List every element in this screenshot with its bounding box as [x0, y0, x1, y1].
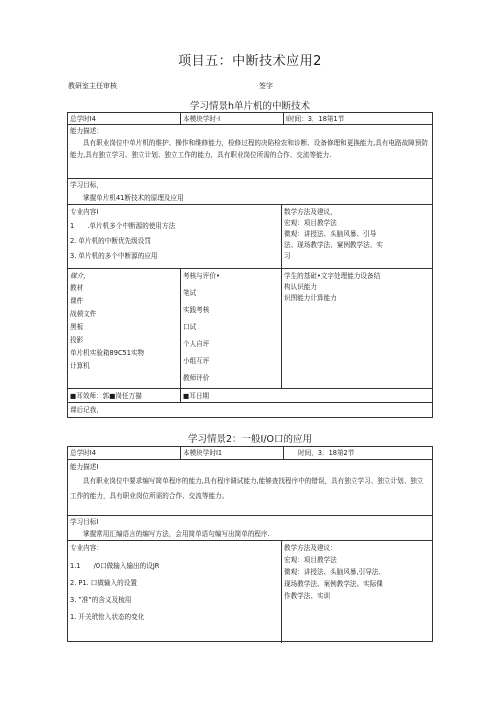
sign-label: 签字: [259, 82, 273, 90]
s1-media-item: 黑板: [70, 323, 84, 331]
s1-method-label: 数学方法及建议，: [284, 208, 337, 216]
section2-table: [67, 446, 433, 642]
s1-media-item: 计算机: [70, 362, 90, 370]
s1-media-item: 单片机实验箱89C51实物: [70, 349, 145, 357]
s2-ability-text: 具有职业岗位中要求编写简单程序的能力,具有程序调试能力,能够查找程序中的错误，具有独立学习、独立计划、独立工作的能力，具有职业岗位所需的合作、交流等能力。: [70, 477, 424, 500]
s2-ability-row: [68, 460, 432, 516]
s1-assess-item: 教师评价: [183, 374, 210, 382]
s1-notes: 课后记我，: [70, 406, 103, 414]
s1-teacher-row: [68, 389, 432, 403]
s1-content-item: 2. 单片机的中断优先级设罚: [70, 237, 151, 245]
s1-goal-row: [68, 179, 432, 205]
s1-method-line: 法、现场教学法、窠例教学法、实: [284, 241, 383, 249]
s2-content-item: 1.1 /0口做输入输出的设JR: [70, 562, 160, 570]
s1-basis-line: 识图能力计算能力: [284, 294, 337, 302]
s1-method-line: 宏观：项目教学法: [284, 219, 337, 227]
s2-hours-row: [68, 447, 432, 460]
s1-notes-row: [68, 403, 432, 418]
s1-goal-text: 掌握单片机41断技术的原理及应用: [83, 194, 184, 202]
s2-goal-label: 学习目标I: [70, 518, 99, 526]
s1-media-item: 教材: [70, 284, 84, 292]
s1-assess-item: 个人自评: [183, 340, 210, 348]
s2-goal-text: 掌握常用汇编语言的编写方法，会用简单语句编写出简单的程序.: [83, 530, 270, 538]
s2-method-line: 现场教学法、案例教学法、实际倮: [284, 580, 383, 588]
s1-assess-label: 考核与评价•: [183, 272, 220, 280]
s2-ability-label: 能力描述I: [70, 463, 99, 471]
s1-method-line: 微观：讲授法、头脑风暴、引导: [284, 230, 377, 238]
s1-ability-row: [68, 125, 432, 179]
s1-media-item: 课件: [70, 297, 84, 305]
s2-content-row: [68, 541, 432, 643]
s1-teacher: ■耳效师：郭■岗任万猫: [70, 392, 142, 400]
s2-method-line: 宏观：项目教学法: [284, 556, 337, 564]
document-title: 项目五：中断技术应用2: [178, 54, 322, 69]
s1-basis-line: 构认识能力: [284, 283, 317, 291]
s1-date: ■耳日期: [183, 392, 210, 400]
s1-hours-module: 本模块学时·I: [183, 115, 221, 123]
s2-hours-total: 总学时I4: [70, 449, 96, 457]
s2-content-label: 专业内容：: [70, 544, 103, 552]
s2-time: 时间，3．18第2节: [298, 449, 355, 457]
s1-content-item: 1 .单片机多个中断源的使用方法: [70, 222, 176, 230]
s1-content-item: 3. 单片机的多个中断源的应用: [70, 252, 158, 260]
s1-content-label: 专业内容I: [70, 208, 99, 216]
s2-method-line: 作教学法、实训: [284, 592, 331, 600]
s1-media-item: 投影: [70, 336, 84, 344]
s1-ability-text: 具有职业岗位中单片机的维护、操作和维修能力，检修过程的决陷检农和诊断、设备修理和更换能力,具有电路故障预防能力,具有独立学习、独立计划、独立工作的能力，具有职业岗位所需的合作、交流等能力.: [70, 139, 428, 159]
s2-goal-row: [68, 516, 432, 541]
s2-hours-module: 本模块学时I1: [183, 449, 223, 457]
s2-method-label: 教学方法及建议：: [284, 544, 337, 552]
s1-ability-label: 能力描述：: [70, 127, 103, 135]
s1-method-line: 习: [284, 252, 291, 260]
section2-heading: 学习情景2：一般I/O口的应用: [187, 434, 313, 445]
section1-table: [67, 112, 433, 418]
s2-content-item: 2. P1. 口做输入的设置: [70, 579, 137, 587]
s1-media-item: 战顿文件: [70, 310, 97, 318]
s1-basis-line: 学生的基砒•文字处理能力设备结: [284, 272, 381, 280]
s1-hours-total: 总学时I4: [70, 115, 96, 123]
s1-media-row: [68, 269, 432, 389]
s1-goal-label: 学习目标，: [70, 181, 103, 189]
s2-content-item: 3. ”准”的含义及梳用: [70, 596, 132, 604]
s2-content-item: 1. 开关玳怆入状态的变化: [70, 613, 145, 621]
s1-assess-item: 口试: [183, 323, 197, 331]
section1-heading: 学习情景h单片机的中断技术: [189, 101, 311, 112]
s1-assess-item: 笔试: [183, 289, 197, 297]
s1-assess-item: 实践考核: [183, 306, 210, 314]
s1-hours-row: [68, 113, 432, 125]
s1-content-row: [68, 205, 432, 269]
s1-media-label: 媒介，: [70, 272, 90, 280]
s1-assess-item: 小组互评: [183, 357, 210, 365]
s1-time: I时间：3．18第1节: [286, 115, 345, 123]
review-label: 教研室主任审核: [68, 82, 117, 90]
s2-method-line: 微观：讲授法、头脑风暴,引导法、: [284, 568, 386, 576]
